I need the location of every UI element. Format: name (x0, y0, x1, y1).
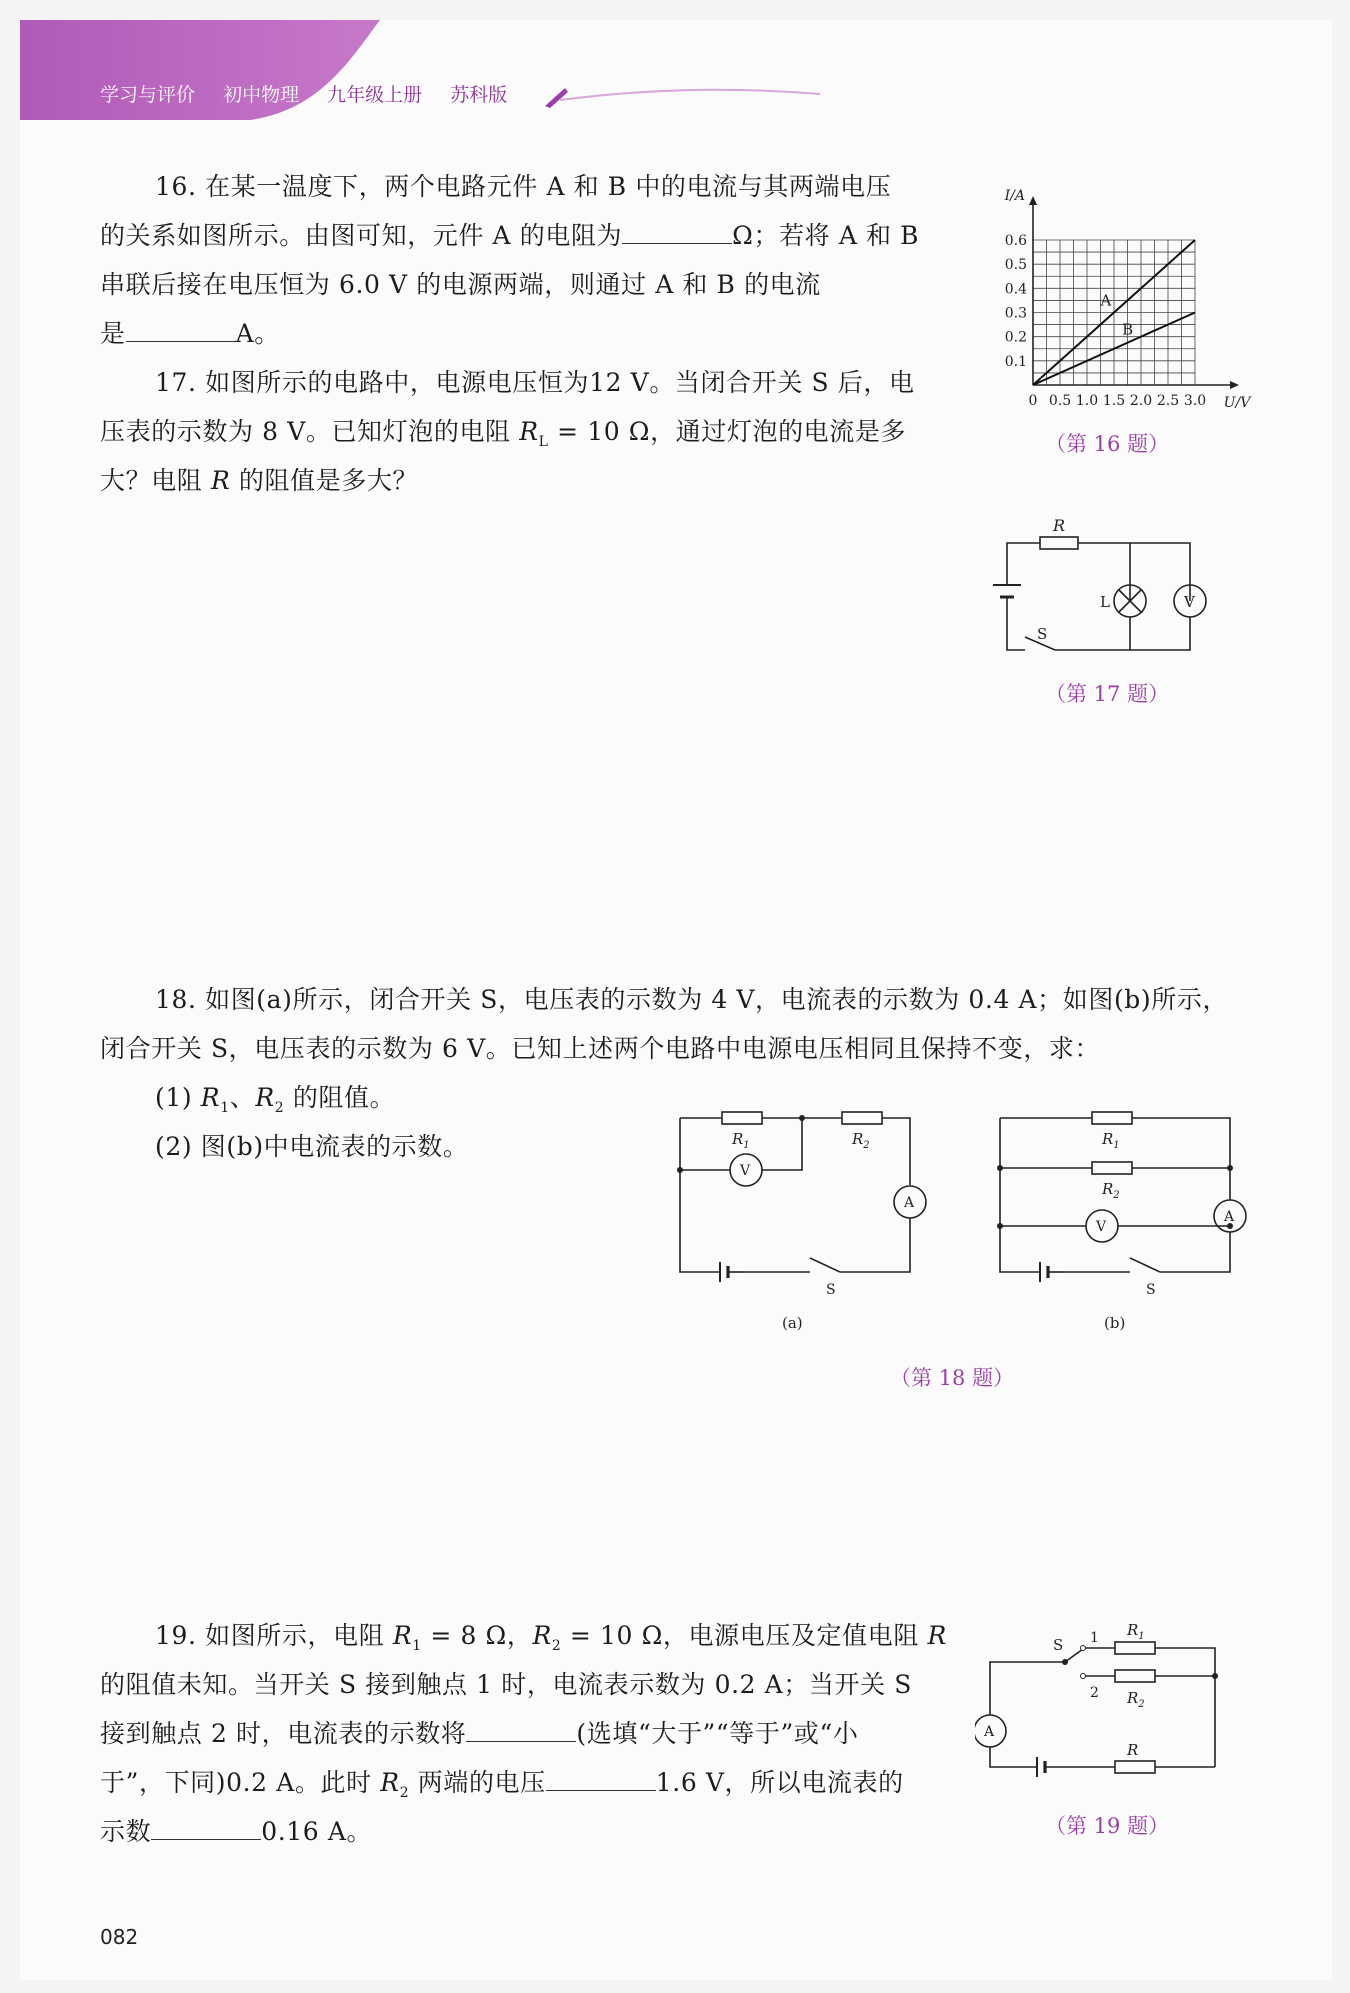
q16-line3: 串联后接在电压恒为 6.0 V 的电源两端，则通过 A 和 B 的电流 (100, 270, 821, 299)
series-label-B: B (1122, 320, 1134, 339)
header-band (20, 20, 1332, 130)
q19-circuit (975, 1605, 1240, 1790)
label-L: L (1100, 593, 1110, 611)
fig-a-label: (a) (782, 1314, 803, 1332)
q19-line3 (100, 1709, 858, 1758)
resistor-R1 (1115, 1642, 1155, 1654)
svg-text:R2: $R_2$ (1102, 1180, 1120, 1201)
q19-line4: 于”，下同)0.2 A。此时 $R_2$ 两端的电压 1.6 V，所以电流表的 (100, 1758, 904, 1818)
series-label-A: A (1100, 291, 1112, 310)
svg-text:1: 1 (1090, 1630, 1099, 1646)
q19-line4-mid: 两端的电压 (409, 1768, 546, 1797)
q18-line1: 18. 如图(a)所示，闭合开关 S，电压表的示数为 4 V，电流表的示数为 0.4 A；如图(b)所示， (155, 985, 1229, 1014)
label-V: V (1184, 593, 1195, 611)
header-grade: 九年级上册 (327, 84, 423, 106)
q18-sub1-prefix: (1) (155, 1083, 201, 1112)
q17-line1: 17. 如图所示的电路中，电源电压恒为12 V。当闭合开关 S 后，电 (155, 368, 915, 397)
x-tick-label: 0.5 (1048, 393, 1072, 409)
q16-line2 (100, 211, 919, 260)
q17-line2-text: 压表的示数为 8 V。已知灯泡的电阻 (100, 417, 520, 446)
q18-sub2: (2) 图(b)中电流表的示数。 (155, 1132, 469, 1161)
q19-line3-text: 接到触点 2 时，电流表的示数将 (100, 1719, 467, 1748)
q18-line2: 闭合开关 S，电压表的示数为 6 V。已知上述两个电路中电源电压相同且保持不变，求： (100, 1034, 1101, 1063)
y-tick-label: 0.3 (1004, 305, 1027, 322)
pencil-icon (545, 88, 568, 108)
q17-line3-text: 大？电阻 (100, 466, 211, 495)
y-tick-label: 0.2 (1004, 329, 1027, 346)
q16-line4-tail: A。 (235, 319, 280, 348)
svg-text:S: S (1146, 1282, 1156, 1298)
x-tick-label: 0 (1028, 393, 1038, 409)
q18-sub1-tail: 的阻值。 (284, 1083, 396, 1112)
q19-line3-tail: (选填“大于”“等于”或“小 (576, 1719, 859, 1748)
fig-b-label: (b) (1104, 1314, 1126, 1332)
resistor-R2 (1115, 1670, 1155, 1682)
x-tick-label: 2.0 (1129, 393, 1153, 409)
header-title (100, 80, 529, 107)
page-number: 082 (100, 1925, 139, 1949)
q16-line1: 16. 在某一温度下，两个电路元件 A 和 B 中的电流与其两端电压 (155, 172, 892, 201)
resistor-R (1040, 537, 1078, 549)
y-tick-label: 0.5 (1004, 257, 1027, 274)
y-tick-label: 0.6 (1004, 233, 1027, 249)
q18-caption: （第 18 题） (890, 1366, 1015, 1390)
svg-text:A: A (1224, 1209, 1235, 1225)
svg-text:R1: $R_1$ (732, 1130, 750, 1151)
svg-text:S: S (1053, 1636, 1064, 1654)
x-tick-label: 2.5 (1156, 393, 1180, 409)
x-axis-label: U/V (1223, 395, 1251, 411)
q17-circuit (985, 515, 1215, 660)
answer-blank[interactable] (546, 1762, 656, 1791)
x-tick-label: 1.5 (1102, 393, 1126, 409)
q19-line1-mid: = 8 Ω， (421, 1621, 533, 1650)
q17-line3 (100, 456, 418, 505)
answer-blank[interactable] (126, 313, 236, 342)
svg-text:R1: $R_1$ (1127, 1621, 1145, 1642)
q19-line1-tail: = 10 Ω，电源电压及定值电阻 (561, 1621, 928, 1650)
page-header (20, 20, 1332, 130)
q17-line2-tail: = 10 Ω，通过灯泡的电流是多 (548, 417, 907, 446)
svg-text:A: A (904, 1195, 915, 1211)
resistor-R (1115, 1761, 1155, 1773)
q19-line5 (100, 1807, 372, 1856)
var-R: R (210, 466, 231, 495)
header-subject: 初中物理 (223, 84, 300, 106)
svg-text:V: V (1096, 1219, 1107, 1235)
y-tick-label: 0.4 (1004, 281, 1027, 298)
label-R: R (1053, 516, 1066, 535)
svg-text:S: S (826, 1282, 836, 1298)
answer-blank[interactable] (466, 1713, 576, 1742)
resistor-R1 (1092, 1112, 1132, 1124)
q19-line4-tail: 1.6 V，所以电流表的 (655, 1768, 904, 1797)
x-axis-arrow (1230, 381, 1239, 389)
q19-line5-tail: 0.16 A。 (261, 1817, 373, 1846)
svg-text:R: R (1127, 1741, 1139, 1759)
q19-line4-text: 于”，下同)0.2 A。此时 (100, 1768, 381, 1797)
q17-line3-tail: 的阻值是多大？ (230, 466, 419, 495)
switch-S (1130, 1258, 1160, 1272)
switch-S (810, 1258, 840, 1272)
resistor-R2 (1092, 1162, 1132, 1174)
header-book: 学习与评价 (100, 84, 196, 106)
header-edition: 苏科版 (450, 84, 508, 106)
svg-text:R2: $R_2$ (1127, 1689, 1145, 1710)
q16-line4-text: 是 (100, 319, 126, 348)
q16-line2-text: 的关系如图所示。由图可知，元件 A 的电阻为 (100, 221, 623, 250)
q17-caption: （第 17 题） (1045, 682, 1170, 706)
svg-text:R2: $R_2$ (852, 1130, 870, 1151)
q19-line2: 的阻值未知。当开关 S 接到触点 1 时，电流表示数为 0.2 A；当开关 S (100, 1670, 913, 1699)
iv-graph (985, 155, 1275, 415)
q16-caption: （第 16 题） (1045, 432, 1170, 456)
resistor-R2 (842, 1112, 882, 1124)
svg-text:R1: $R_1$ (1102, 1130, 1120, 1151)
q18-circuit-b (990, 1100, 1250, 1340)
resistor-R1 (722, 1112, 762, 1124)
q19-line1-text: 19. 如图所示，电阻 (155, 1621, 393, 1650)
x-tick-label: 3.0 (1183, 393, 1207, 409)
q16-line2-tail: Ω；若将 A 和 B (732, 221, 920, 250)
q16-line4 (100, 309, 280, 358)
svg-text:V: V (740, 1163, 751, 1179)
q18-sub1: (1) $R_1$、$R_2$ 的阻值。 (155, 1083, 396, 1116)
q19-line1: 19. 如图所示，电阻 $R_1 = 8$ Ω，$R_2 = 10$ Ω，电源电压及定值电阻 R (155, 1621, 947, 1654)
subscript-L: L (538, 434, 549, 450)
svg-text:2: 2 (1090, 1685, 1099, 1701)
q19-caption: （第 19 题） (1045, 1814, 1170, 1838)
switch-S (1065, 1649, 1083, 1662)
q18-circuit-a (670, 1100, 930, 1340)
answer-blank[interactable] (622, 215, 732, 244)
y-axis-label: I/A (1004, 188, 1025, 204)
q19-line5-text: 示数 (100, 1817, 152, 1846)
x-tick-label: 1.0 (1075, 393, 1099, 409)
var-R: R (519, 417, 539, 446)
svg-text:A: A (984, 1724, 995, 1740)
answer-blank[interactable] (151, 1811, 261, 1840)
label-S: S (1037, 625, 1048, 643)
y-tick-label: 0.1 (1004, 353, 1027, 370)
y-axis-arrow (1029, 196, 1037, 205)
